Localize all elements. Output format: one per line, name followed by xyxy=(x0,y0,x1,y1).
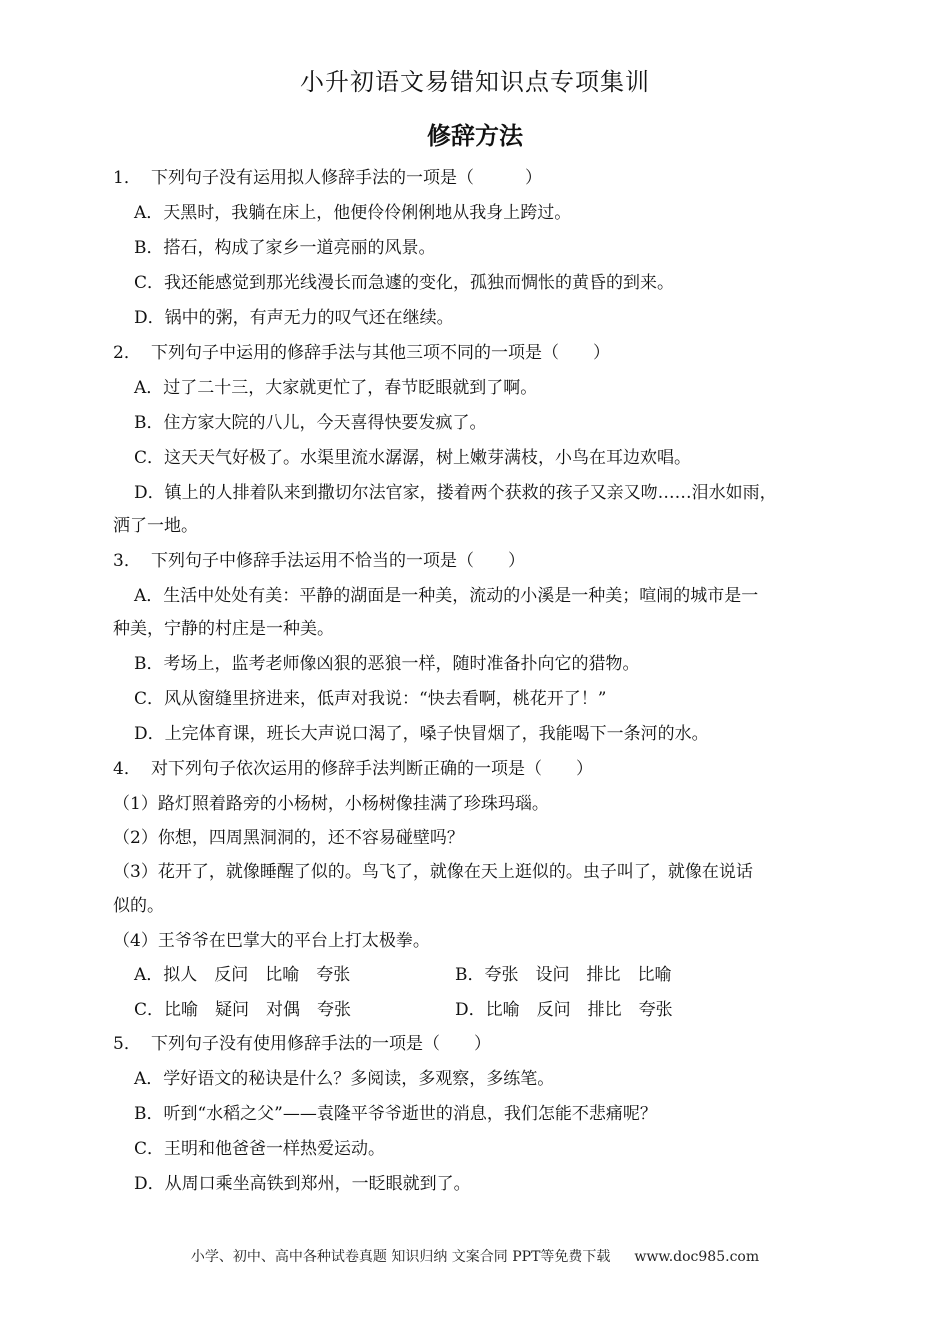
option-3c: C．风从窗缝里挤进来，低声对我说：“快去看啊，桃花开了！” xyxy=(134,689,607,709)
sentence-4: （4）王爷爷在巴掌大的平台上打太极拳。 xyxy=(113,931,430,951)
option-2d: D．镇上的人排着队来到撒切尔法官家，搂着两个获救的孩子又亲又吻……泪水如雨， xyxy=(134,483,777,503)
question-stem: 下列句子中修辞手法运用不恰当的一项是（ ） xyxy=(151,551,525,571)
page-subtitle: 修辞方法 xyxy=(427,122,523,150)
footer-url[interactable]: www.doc985.com xyxy=(634,1249,760,1265)
sentence-2: （2）你想，四周黑洞洞的，还不容易碰壁吗？ xyxy=(113,828,464,848)
option-3d: D．上完体育课，班长大声说口渴了，嗓子快冒烟了，我能喝下一条河的水。 xyxy=(134,724,709,744)
option-2c: C．这天天气好极了。水渠里流水潺潺，树上嫩芽满枝，小鸟在耳边欢唱。 xyxy=(134,448,692,468)
footer-text: 小学、初中、高中各种试卷真题 知识归纳 文案合同 PPT等免费下载 xyxy=(190,1249,611,1265)
sentence-1: （1）路灯照着路旁的小杨树，小杨树像挂满了珍珠玛瑙。 xyxy=(113,794,549,814)
option-5a: A．学好语文的秘诀是什么？多阅读，多观察，多练笔。 xyxy=(134,1069,555,1089)
option-2a: A．过了二十三，大家就更忙了，春节眨眼就到了啊。 xyxy=(134,378,538,398)
option-4a: A．拟人 反问 比喻 夸张 xyxy=(134,965,351,985)
question-number: 1． xyxy=(113,168,141,188)
option-5b: B．听到“水稻之父”——袁隆平爷爷逝世的消息，我们怎能不悲痛呢？ xyxy=(134,1104,657,1124)
question-stem: 对下列句子依次运用的修辞手法判断正确的一项是（ ） xyxy=(151,759,593,779)
question-5 xyxy=(113,1032,491,1056)
option-4b: B．夸张 设问 排比 比喻 xyxy=(455,965,672,985)
option-2d-continued: 洒了一地。 xyxy=(113,516,198,536)
sentence-3-continued: 似的。 xyxy=(113,896,164,916)
page-footer xyxy=(0,1246,950,1266)
option-3b: B．考场上，监考老师像凶狠的恶狼一样，随时准备扑向它的猎物。 xyxy=(134,654,640,674)
page-title: 小升初语文易错知识点专项集训 xyxy=(300,68,650,96)
option-1c: C．我还能感觉到那光线漫长而急遽的变化，孤独而惆怅的黄昏的到来。 xyxy=(134,273,675,293)
option-3a-continued: 种美，宁静的村庄是一种美。 xyxy=(113,619,334,639)
question-3 xyxy=(113,549,525,573)
question-4 xyxy=(113,757,593,781)
question-2 xyxy=(113,341,610,365)
option-1a: A．天黑时，我躺在床上，他便伶伶俐俐地从我身上跨过。 xyxy=(134,203,572,223)
option-3a: A．生活中处处有美：平静的湖面是一种美，流动的小溪是一种美；喧闹的城市是一 xyxy=(134,586,759,606)
option-2b: B．住方家大院的八儿，今天喜得快要发疯了。 xyxy=(134,413,487,433)
question-number: 3． xyxy=(113,551,141,571)
option-4d: D．比喻 反问 排比 夸张 xyxy=(455,1000,673,1020)
option-1d: D．锅中的粥，有声无力的叹气还在继续。 xyxy=(134,308,454,328)
option-5c: C．王明和他爸爸一样热爱运动。 xyxy=(134,1139,386,1159)
option-1b: B．搭石，构成了家乡一道亮丽的风景。 xyxy=(134,238,436,258)
question-stem: 下列句子中运用的修辞手法与其他三项不同的一项是（ ） xyxy=(151,343,610,363)
question-number: 2． xyxy=(113,343,141,363)
question-number: 4． xyxy=(113,759,141,779)
option-5d: D．从周口乘坐高铁到郑州，一眨眼就到了。 xyxy=(134,1174,471,1194)
question-1 xyxy=(113,166,542,190)
sentence-3: （3）花开了，就像睡醒了似的。鸟飞了，就像在天上逛似的。虫子叫了，就像在说话 xyxy=(113,862,753,882)
question-number: 5． xyxy=(113,1034,141,1054)
option-4c: C．比喻 疑问 对偶 夸张 xyxy=(134,1000,352,1020)
question-stem: 下列句子没有使用修辞手法的一项是（ ） xyxy=(151,1034,491,1054)
question-stem: 下列句子没有运用拟人修辞手法的一项是（ ） xyxy=(151,168,542,188)
